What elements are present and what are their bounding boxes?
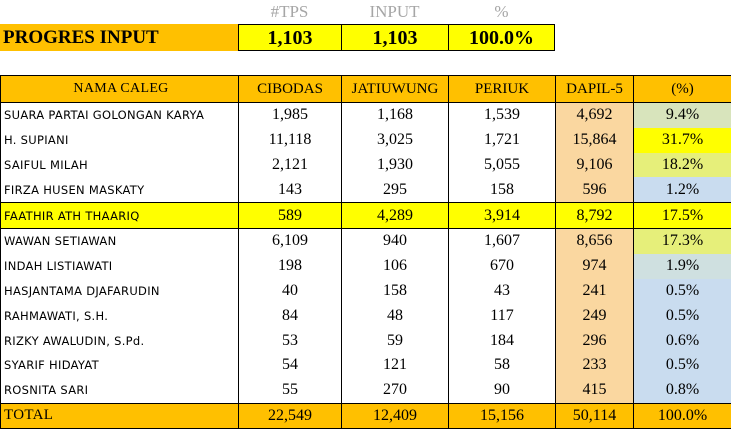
dapil-votes: 249: [556, 303, 634, 328]
candidate-name: SAIFUL MILAH: [1, 153, 239, 178]
cibodas-votes: 589: [239, 203, 342, 229]
table-row: [1, 128, 731, 153]
jatiuwung-votes: 1,168: [342, 103, 449, 128]
periuk-votes: 117: [449, 303, 556, 328]
cibodas-votes: 53: [239, 328, 342, 353]
candidate-name: INDAH LISTIAWATI: [1, 254, 239, 279]
periuk-votes: 90: [449, 378, 556, 403]
candidate-name: RIZKY AWALUDIN, S.Pd.: [1, 328, 239, 353]
candidate-name: ROSNITA SARI: [1, 378, 239, 403]
vote-percent: 0.5%: [634, 303, 731, 328]
periuk-votes: 1,721: [449, 128, 556, 153]
dapil-votes: 241: [556, 279, 634, 304]
total-row: [1, 403, 731, 428]
cibodas-votes: 6,109: [239, 228, 342, 253]
vote-percent: 0.5%: [634, 279, 731, 304]
dapil-votes: 9,106: [556, 153, 634, 178]
periuk-votes: 5,055: [449, 153, 556, 178]
vote-percent: 9.4%: [634, 103, 731, 128]
table-row: [1, 353, 731, 378]
header-nama-caleg: NAMA CALEG: [1, 76, 239, 103]
results-table: [0, 75, 731, 429]
cibodas-votes: 40: [239, 279, 342, 304]
periuk-votes: 58: [449, 353, 556, 378]
table-row: [1, 378, 731, 403]
total-dapil-votes: 50,114: [556, 403, 634, 428]
jatiuwung-votes: 59: [342, 328, 449, 353]
candidate-name: SUARA PARTAI GOLONGAN KARYA: [1, 103, 239, 128]
jatiuwung-votes: 158: [342, 279, 449, 304]
cibodas-votes: 54: [239, 353, 342, 378]
cibodas-votes: 55: [239, 378, 342, 403]
dapil-votes: 15,864: [556, 128, 634, 153]
progress-header-pct: %: [494, 2, 509, 21]
table-row: [1, 303, 731, 328]
table-row: [1, 328, 731, 353]
periuk-votes: 1,607: [449, 228, 556, 253]
periuk-votes: 184: [449, 328, 556, 353]
vote-percent: 1.2%: [634, 177, 731, 202]
cibodas-votes: 1,985: [239, 103, 342, 128]
dapil-votes: 974: [556, 254, 634, 279]
header-percent: (%): [634, 76, 731, 103]
jatiuwung-votes: 940: [342, 228, 449, 253]
cibodas-votes: 198: [239, 254, 342, 279]
periuk-votes: 3,914: [449, 203, 556, 229]
progress-header-tps: #TPS: [270, 2, 309, 21]
vote-percent: 17.3%: [634, 228, 731, 253]
candidate-name: H. SUPIANI: [1, 128, 239, 153]
total-cibodas-votes: 22,549: [239, 403, 342, 428]
table-row: [1, 153, 731, 178]
candidate-name: RAHMAWATI, S.H.: [1, 303, 239, 328]
jatiuwung-votes: 270: [342, 378, 449, 403]
cibodas-votes: 2,121: [239, 153, 342, 178]
total-jatiuwung-votes: 12,409: [342, 403, 449, 428]
jatiuwung-votes: 3,025: [342, 128, 449, 153]
progress-label: PROGRES INPUT: [0, 24, 238, 51]
progress-value-input: 1,103: [341, 24, 449, 51]
total-periuk-votes: 15,156: [449, 403, 556, 428]
vote-percent: 0.6%: [634, 328, 731, 353]
vote-percent: 18.2%: [634, 153, 731, 178]
progress-header-input: INPUT: [369, 2, 420, 21]
jatiuwung-votes: 4,289: [342, 203, 449, 229]
dapil-votes: 415: [556, 378, 634, 403]
dapil-votes: 8,792: [556, 203, 634, 229]
header-cibodas: CIBODAS: [239, 76, 342, 103]
dapil-votes: 296: [556, 328, 634, 353]
periuk-votes: 1,539: [449, 103, 556, 128]
jatiuwung-votes: 106: [342, 254, 449, 279]
dapil-votes: 596: [556, 177, 634, 202]
progress-value-tps: 1,103: [238, 24, 342, 51]
candidate-name: HASJANTAMA DJAFARUDIN: [1, 279, 239, 304]
dapil-votes: 4,692: [556, 103, 634, 128]
candidate-name: WAWAN SETIAWAN: [1, 228, 239, 253]
cibodas-votes: 11,118: [239, 128, 342, 153]
cibodas-votes: 84: [239, 303, 342, 328]
table-row: [1, 103, 731, 128]
total-candidate-name: TOTAL: [1, 403, 239, 428]
cibodas-votes: 143: [239, 177, 342, 202]
candidate-name: SYARIF HIDAYAT: [1, 353, 239, 378]
dapil-votes: 233: [556, 353, 634, 378]
header-periuk: PERIUK: [449, 76, 556, 103]
table-row: [1, 177, 731, 202]
header-jatiuwung: JATIUWUNG: [342, 76, 449, 103]
periuk-votes: 670: [449, 254, 556, 279]
candidate-name: FIRZA HUSEN MASKATY: [1, 177, 239, 202]
jatiuwung-votes: 48: [342, 303, 449, 328]
table-row: [1, 203, 731, 229]
candidate-name: FAATHIR ATH THAARIQ: [1, 203, 239, 229]
table-header-row: [1, 76, 731, 103]
jatiuwung-votes: 295: [342, 177, 449, 202]
vote-percent: 1.9%: [634, 254, 731, 279]
table-row: [1, 254, 731, 279]
jatiuwung-votes: 1,930: [342, 153, 449, 178]
total-vote-percent: 100.0%: [634, 403, 731, 428]
table-row: [1, 279, 731, 304]
progress-value-pct: 100.0%: [448, 24, 555, 51]
vote-percent: 31.7%: [634, 128, 731, 153]
table-row: [1, 228, 731, 253]
vote-percent: 0.5%: [634, 353, 731, 378]
periuk-votes: 43: [449, 279, 556, 304]
jatiuwung-votes: 121: [342, 353, 449, 378]
dapil-votes: 8,656: [556, 228, 634, 253]
header-dapil-5: DAPIL-5: [556, 76, 634, 103]
vote-percent: 17.5%: [634, 203, 731, 229]
periuk-votes: 158: [449, 177, 556, 202]
vote-percent: 0.8%: [634, 378, 731, 403]
